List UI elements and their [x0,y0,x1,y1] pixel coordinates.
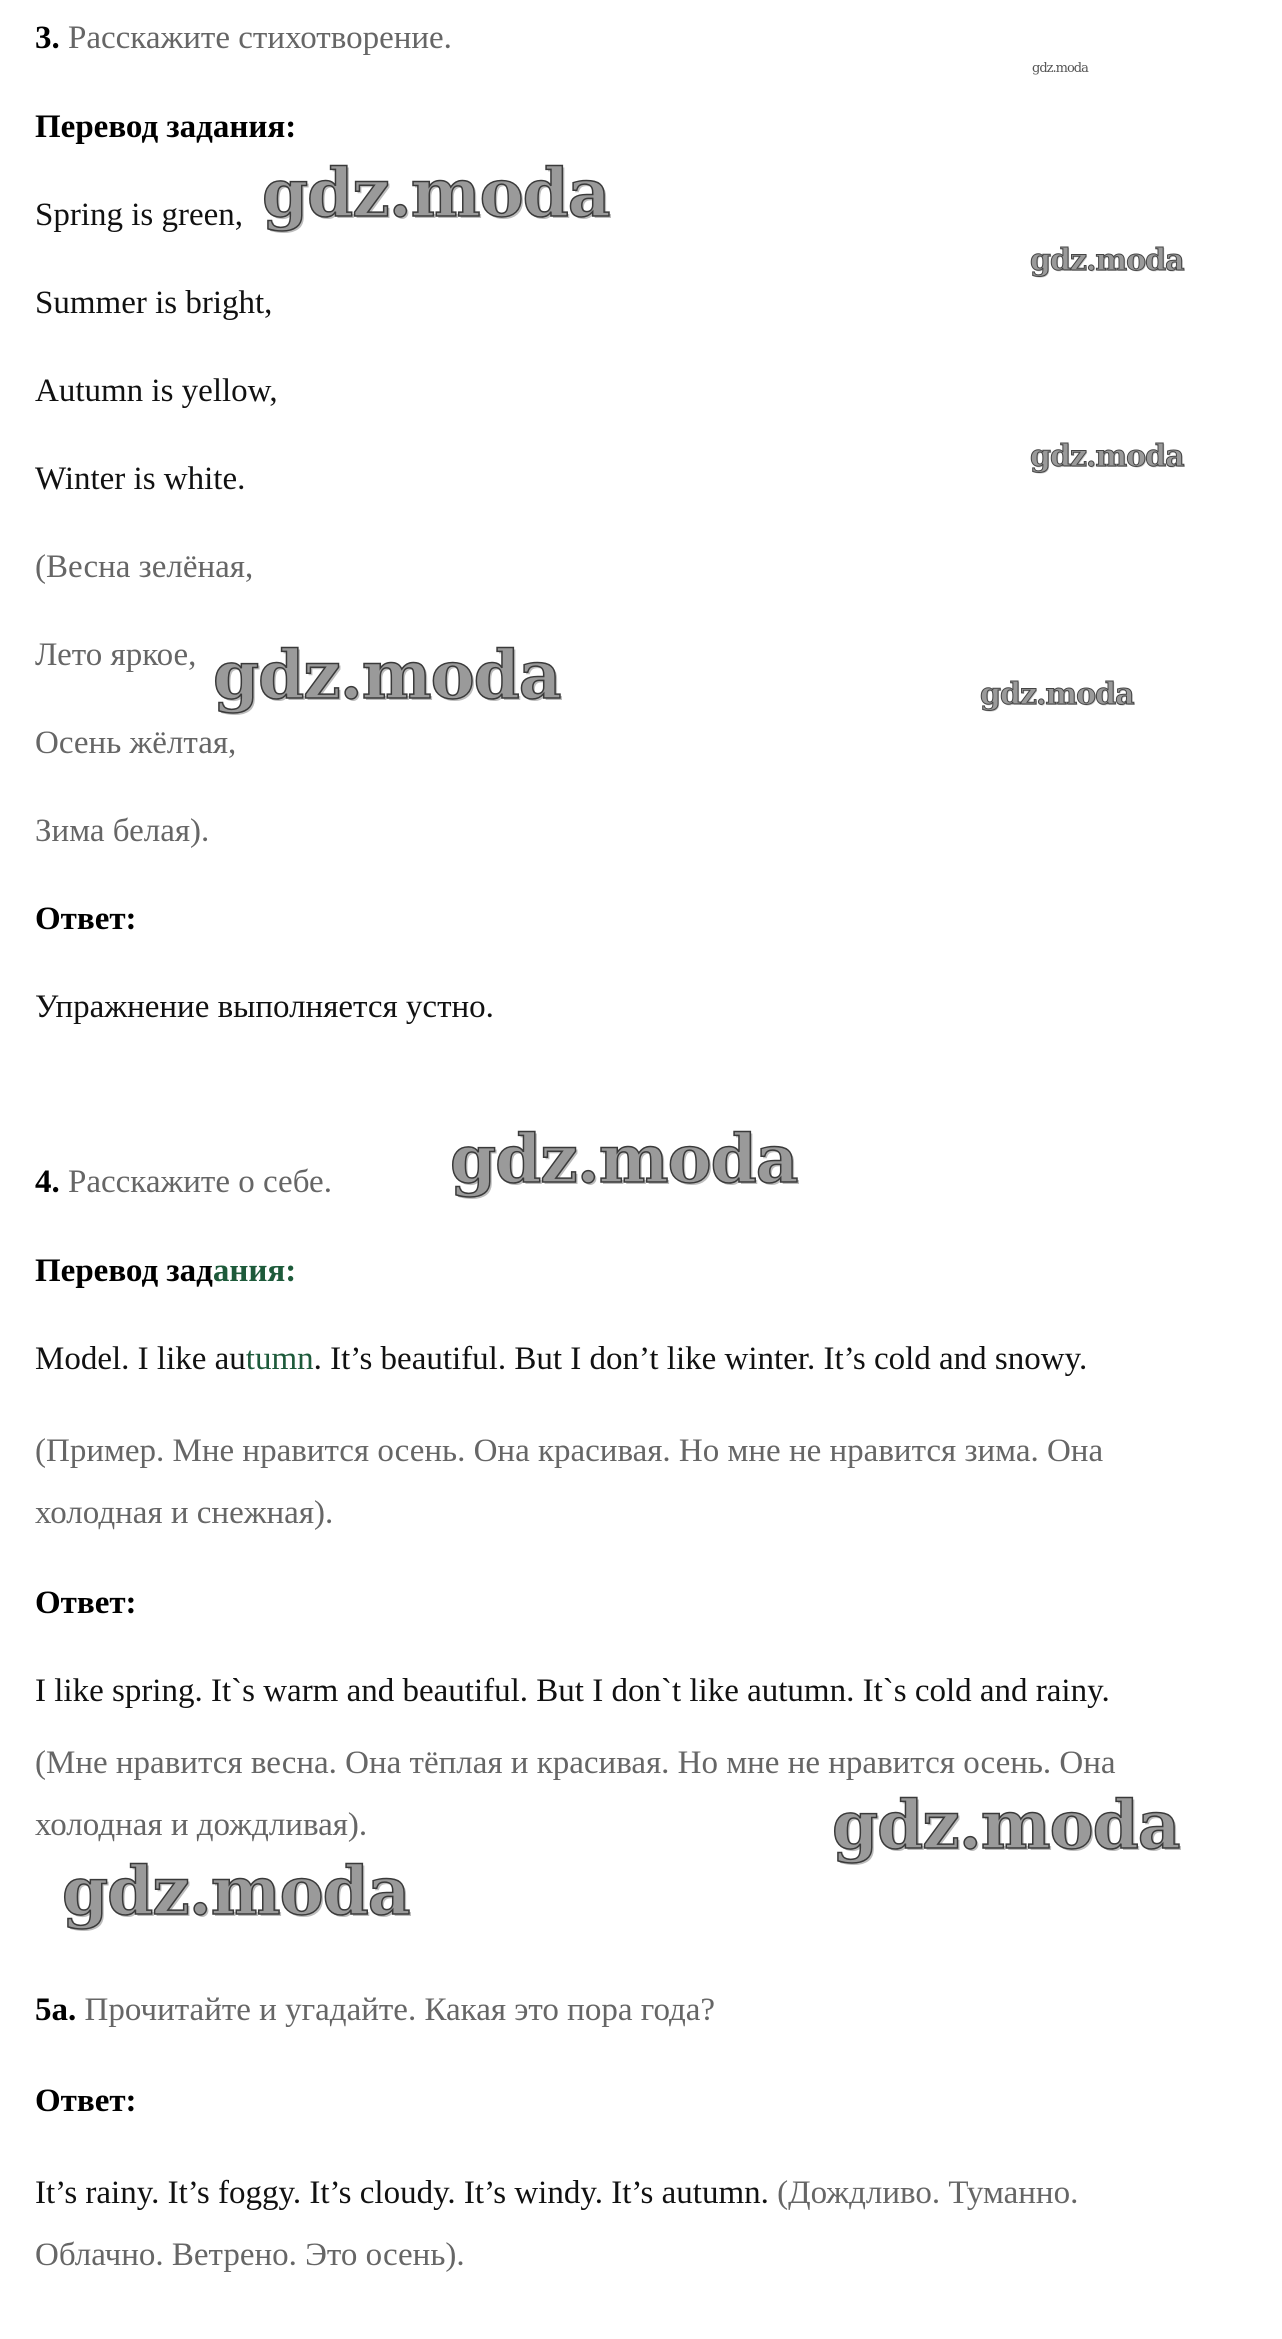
watermark-large-4: gdz.moda [832,1786,1180,1864]
task4-translation-heading-part1: Перевод зад [35,1253,213,1289]
poem-en-line-1: Spring is green, [35,197,244,233]
watermark-large-3: gdz.moda [450,1120,798,1198]
task4-translation-heading-part2: ания: [212,1253,297,1289]
watermark-large-2: gdz.moda [213,636,561,714]
task3-translation-heading: Перевод задания: [35,109,297,145]
task5a-answer-ru-line-2: Облачно. Ветрено. Это осень). [35,2237,465,2273]
task4-model-ru-line-1: (Пример. Мне нравится осень. Она красивая. Но мне не нравится зима. Она [35,1433,1104,1469]
task4-answer-heading: Ответ: [35,1585,137,1621]
task5a-title: Прочитайте и угадайте. Какая это пора года? [84,1992,716,2028]
poem-en-line-3: Autumn is yellow, [35,373,278,409]
watermark-large-5: gdz.moda [62,1852,410,1930]
watermark-large-1: gdz.moda [262,154,610,232]
task5a-number: 5a. [35,1992,77,2028]
task4-answer-ru-line-1: (Мне нравится весна. Она тёплая и красивая. Но мне не нравится осень. Она [35,1745,1116,1781]
task5a-answer-en: It’s rainy. It’s foggy. It’s cloudy. It’s windy. It’s autumn. [35,2175,769,2211]
task4-translation-heading [35,1251,296,1291]
task3-title: Расскажите стихотворение. [68,20,452,56]
task5a-answer-heading: Ответ: [35,2083,137,2119]
poem-ru-line-3: Осень жёлтая, [35,725,237,761]
task4-title: Расскажите о себе. [68,1164,332,1200]
task4-model-part2: tumn [245,1341,314,1377]
poem-ru-line-1: (Весна зелёная, [35,549,254,585]
task4-answer-en: I like spring. It`s warm and beautiful. But I don`t like autumn. It`s cold and rainy. [35,1673,1110,1709]
task3-number: 3. [35,20,60,56]
task5a-heading [35,1990,715,2030]
watermark-small-3: gdz.moda [980,677,1134,712]
task5a-answer-line-1 [35,2173,1078,2213]
watermark-small-2: gdz.moda [1030,439,1184,474]
task3-answer-heading: Ответ: [35,901,137,937]
task4-answer-ru-line-2: холодная и дождливая). [35,1807,368,1843]
task4-model-part3: . It’s beautiful. But I don’t like winter. It’s cold and snowy. [313,1341,1088,1377]
task3-answer: Упражнение выполняется устно. [35,989,494,1025]
task4-model-ru-line-2: холодная и снежная). [35,1495,334,1531]
task4-model [35,1339,1087,1379]
watermark-small-1: gdz.moda [1030,243,1184,278]
task4-heading [35,1162,332,1202]
task5a-answer-ru-1: (Дождливо. Туманно. [768,2175,1079,2211]
poem-en-line-2: Summer is bright, [35,285,273,321]
poem-en-line-4: Winter is white. [35,461,246,497]
task4-number: 4. [35,1164,60,1200]
task3-heading [35,18,452,58]
poem-ru-line-4: Зима белая). [35,813,210,849]
poem-ru-line-2: Лето яркое, [35,637,197,673]
watermark-tiny: gdz.moda [1032,61,1088,76]
task4-model-part1: Model. I like au [35,1341,246,1377]
